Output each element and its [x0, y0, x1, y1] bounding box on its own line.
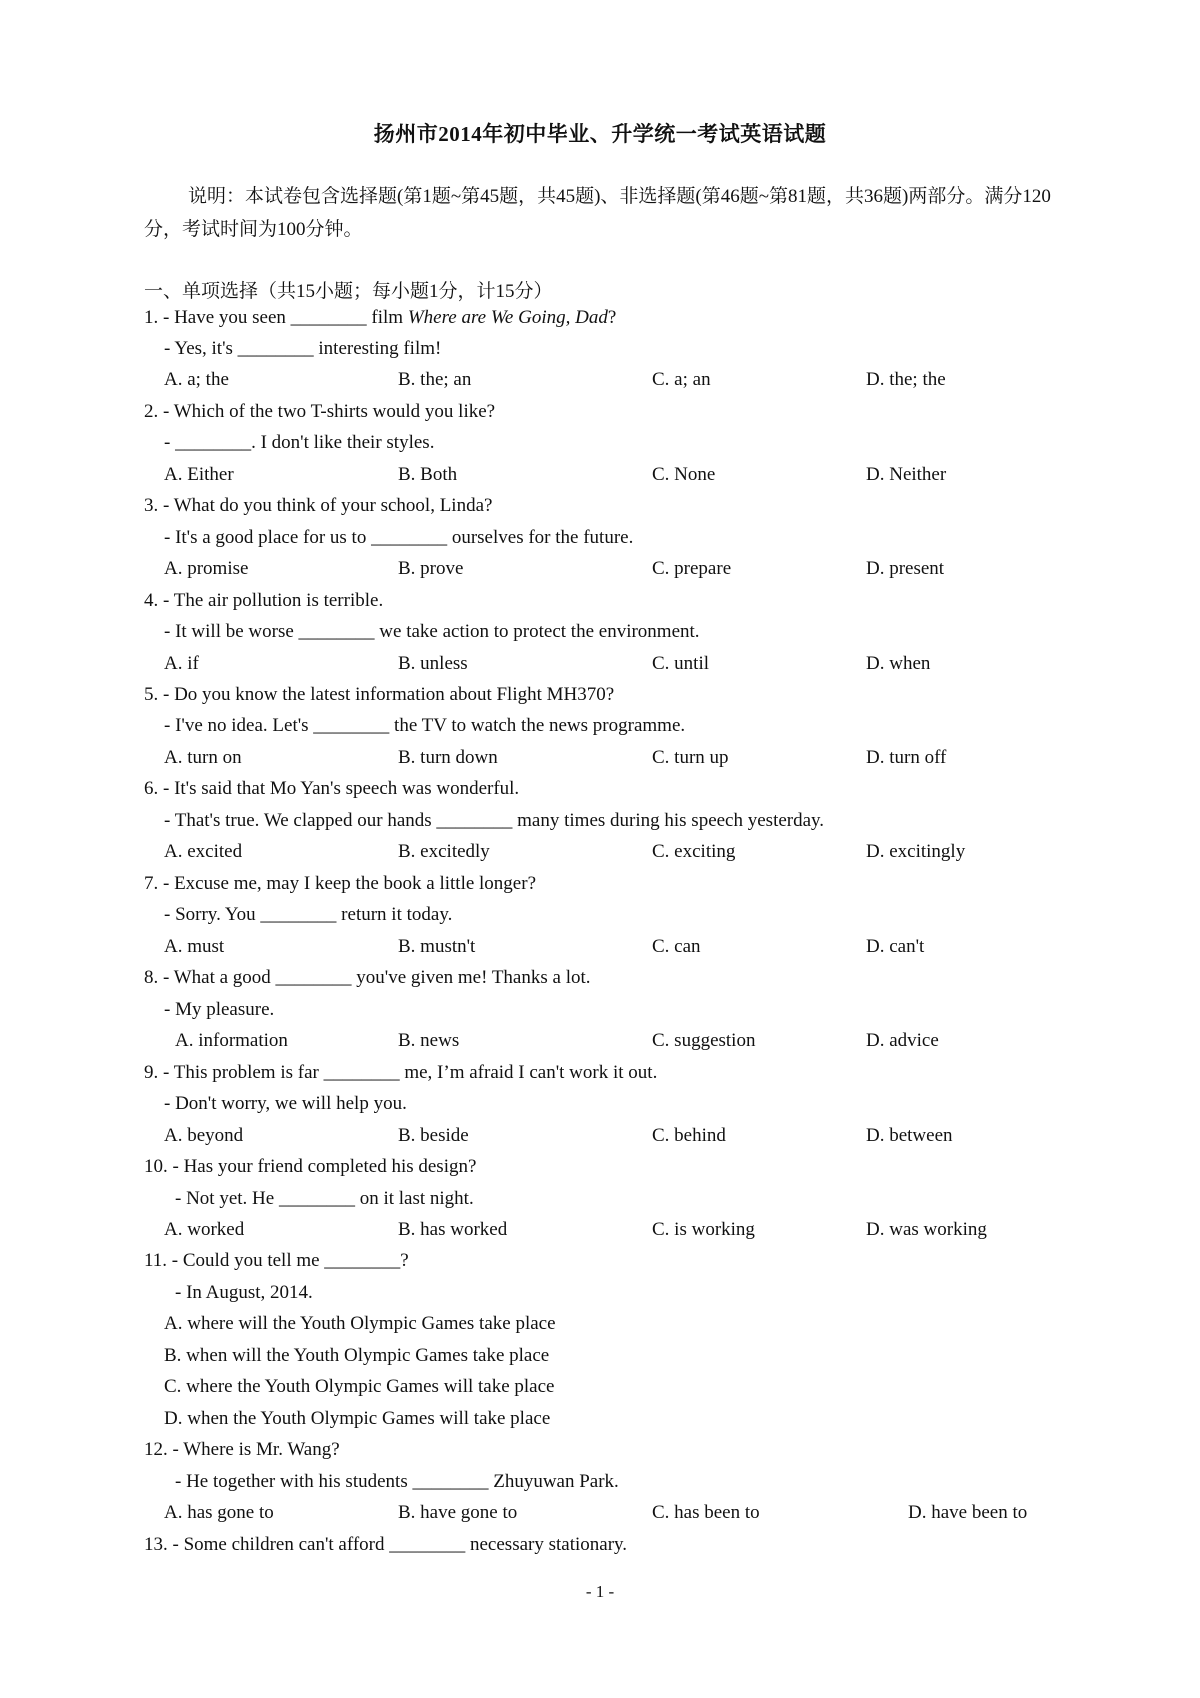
question-6-reply: - That's true. We clapped our hands ________ many times during his speech yesterday.	[164, 810, 825, 831]
question-3-prompt: 3. - What do you think of your school, Linda?	[144, 495, 493, 516]
question-6-option-d: D. excitingly	[866, 841, 966, 862]
question-4-option-d: D. when	[866, 653, 931, 674]
question-4-option-a: A. if	[164, 653, 199, 674]
question-7-option-a: A. must	[164, 936, 225, 957]
question-10-reply: - Not yet. He ________ on it last night.	[175, 1188, 474, 1209]
question-4-option-b: B. unless	[398, 653, 468, 674]
question-6-option-a: A. excited	[164, 841, 243, 862]
question-3-option-a: A. promise	[164, 558, 249, 579]
question-9-option-d: D. between	[866, 1125, 953, 1146]
question-3-reply: - It's a good place for us to ________ ourselves for the future.	[164, 527, 634, 548]
question-3-option-c: C. prepare	[652, 558, 732, 579]
question-5-option-b: B. turn down	[398, 747, 498, 768]
question-12-option-a: A. has gone to	[164, 1502, 274, 1523]
question-3-option-b: B. prove	[398, 558, 464, 579]
question-4-option-c: C. until	[652, 653, 710, 674]
question-10-option-c: C. is working	[652, 1219, 755, 1240]
question-8-option-d: D. advice	[866, 1030, 939, 1051]
question-2-option-d: D. Neither	[866, 464, 947, 485]
question-11-option-a: A. where will the Youth Olympic Games take place	[164, 1313, 556, 1334]
question-10-option-d: D. was working	[866, 1219, 987, 1240]
question-2-option-c: C. None	[652, 464, 716, 485]
question-2-reply: - ________. I don't like their styles.	[164, 432, 435, 453]
question-2-prompt: 2. - Which of the two T-shirts would you like?	[144, 401, 496, 422]
question-1-option-b: B. the; an	[398, 369, 472, 390]
question-7-reply: - Sorry. You ________ return it today.	[164, 904, 453, 925]
question-3-option-d: D. present	[866, 558, 945, 579]
exam-instructions: 说明：本试卷包含选择题(第1题~第45题，共45题)、非选择题(第46题~第81题，共36题)两部分。满分120分，考试时间为100分钟。	[144, 186, 1051, 240]
question-8-option-b: B. news	[398, 1030, 460, 1051]
question-12-option-b: B. have gone to	[398, 1502, 518, 1523]
question-2-option-b: B. Both	[398, 464, 458, 485]
question-1-prompt: 1. - Have you seen ________ film Where are We Going, Dad?	[144, 307, 617, 328]
question-5-reply: - I've no idea. Let's ________ the TV to watch the news programme.	[164, 715, 686, 736]
question-6-prompt: 6. - It's said that Mo Yan's speech was wonderful.	[144, 778, 520, 799]
question-10-option-a: A. worked	[164, 1219, 245, 1240]
question-1-option-a: A. a; the	[164, 369, 229, 390]
question-1-reply: - Yes, it's ________ interesting film!	[164, 338, 442, 359]
question-7-option-b: B. mustn't	[398, 936, 476, 957]
question-7-option-d: D. can't	[866, 936, 925, 957]
question-11-option-b: B. when will the Youth Olympic Games take place	[164, 1345, 550, 1366]
question-11-option-d: D. when the Youth Olympic Games will take place	[164, 1408, 551, 1429]
section-heading: 一、单项选择（共15小题；每小题1分，计15分）	[144, 281, 553, 302]
question-9-option-a: A. beyond	[164, 1125, 244, 1146]
question-5-prompt: 5. - Do you know the latest information about Flight MH370?	[144, 684, 615, 705]
question-5-option-a: A. turn on	[164, 747, 242, 768]
question-4-reply: - It will be worse ________ we take action to protect the environment.	[164, 621, 700, 642]
question-12-prompt: 12. - Where is Mr. Wang?	[144, 1439, 340, 1460]
exam-title: 扬州市2014年初中毕业、升学统一考试英语试题	[373, 122, 827, 146]
question-9-option-c: C. behind	[652, 1125, 726, 1146]
question-6-option-b: B. excitedly	[398, 841, 490, 862]
question-10-prompt: 10. - Has your friend completed his design?	[144, 1156, 477, 1177]
question-4-prompt: 4. - The air pollution is terrible.	[144, 590, 384, 611]
question-12-option-d: D. have been to	[908, 1502, 1028, 1523]
question-11-reply: - In August, 2014.	[175, 1282, 313, 1303]
question-1-option-c: C. a; an	[652, 369, 711, 390]
question-7-option-c: C. can	[652, 936, 701, 957]
question-9-option-b: B. beside	[398, 1125, 469, 1146]
question-11-prompt: 11. - Could you tell me ________?	[144, 1250, 409, 1271]
question-7-prompt: 7. - Excuse me, may I keep the book a little longer?	[144, 873, 537, 894]
question-1-option-d: D. the; the	[866, 369, 946, 390]
question-8-prompt: 8. - What a good ________ you've given me! Thanks a lot.	[144, 967, 591, 988]
question-9-reply: - Don't worry, we will help you.	[164, 1093, 407, 1114]
question-6-option-c: C. exciting	[652, 841, 736, 862]
question-8-reply: - My pleasure.	[164, 999, 275, 1020]
question-12-option-c: C. has been to	[652, 1502, 760, 1523]
page-number: - 1 -	[585, 1582, 615, 1601]
question-2-option-a: A. Either	[164, 464, 234, 485]
question-10-option-b: B. has worked	[398, 1219, 508, 1240]
question-12-reply: - He together with his students ________ Zhuyuwan Park.	[175, 1471, 619, 1492]
question-8-option-c: C. suggestion	[652, 1030, 756, 1051]
question-13-prompt: 13. - Some children can't afford ________ necessary stationary.	[144, 1534, 628, 1555]
question-5-option-c: C. turn up	[652, 747, 729, 768]
question-8-option-a: A. information	[175, 1030, 288, 1051]
question-5-option-d: D. turn off	[866, 747, 947, 768]
question-11-option-c: C. where the Youth Olympic Games will take place	[164, 1376, 555, 1397]
question-9-prompt: 9. - This problem is far ________ me, I’m afraid I can't work it out.	[144, 1062, 658, 1083]
